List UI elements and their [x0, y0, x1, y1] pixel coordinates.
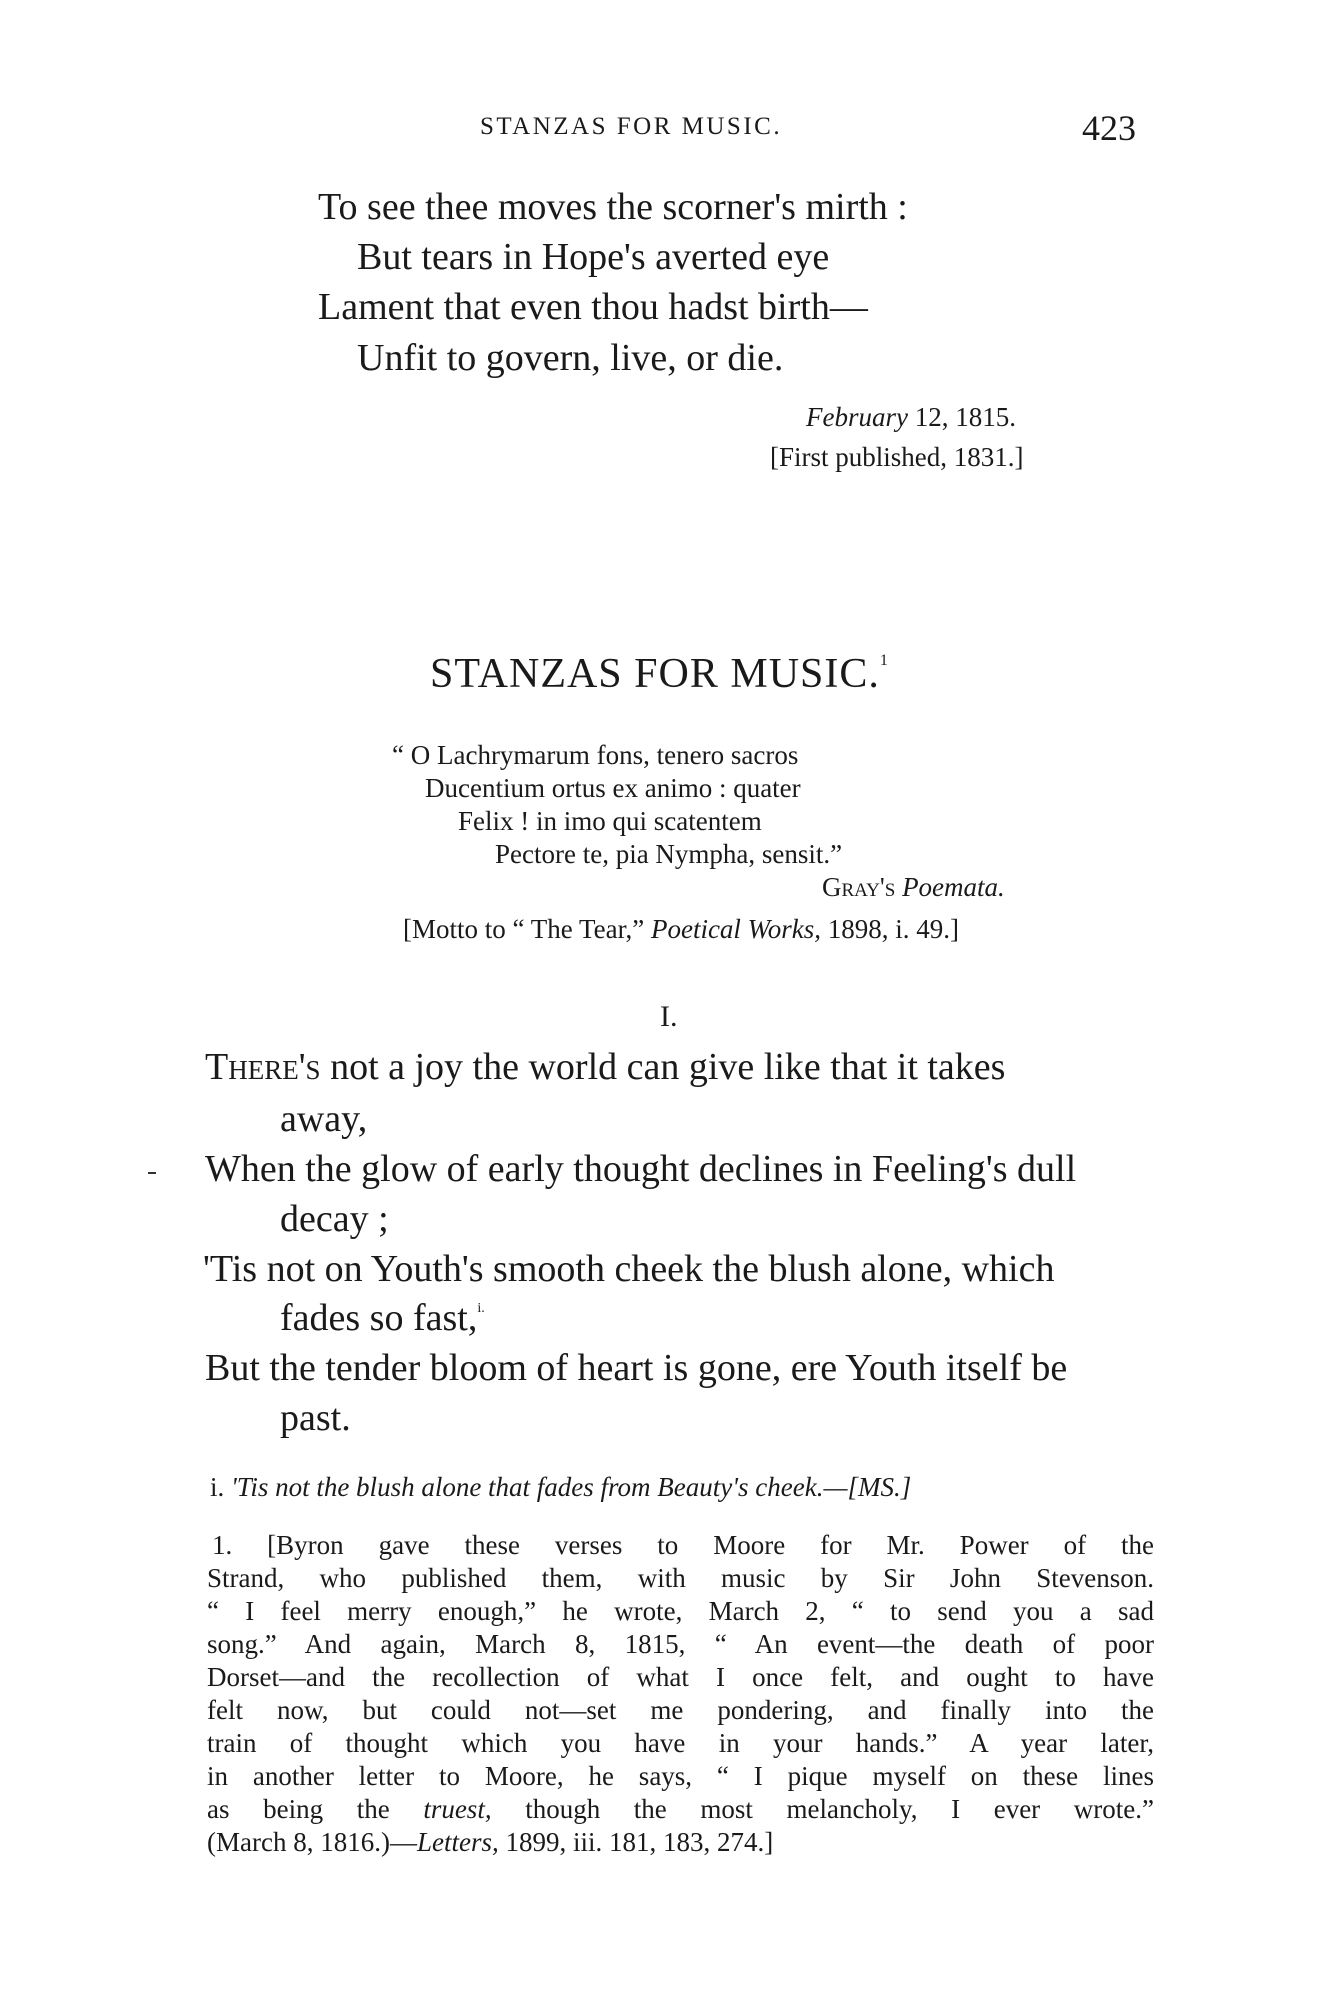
motto-work: Poetical Works, — [650, 914, 821, 944]
verse-line — [205, 1045, 1005, 1089]
variant-marker: i. — [210, 1472, 225, 1502]
motto-close: 1898, i. 49.] — [820, 914, 959, 944]
running-header: STANZAS FOR MUSIC. — [480, 113, 783, 140]
footnote-text: 1899, iii. 181, 183, 274.] — [498, 1827, 774, 1857]
publication-note: [First published, 1831.] — [770, 442, 1024, 472]
footnote-italic: Letters, — [416, 1827, 499, 1857]
attribution-work: Poemata. — [902, 872, 1005, 902]
epigraph-attribution — [822, 872, 1005, 903]
page-number: 423 — [1082, 108, 1136, 148]
footnote-ref: 1 — [879, 652, 889, 669]
poem-title-text: STANZAS FOR MUSIC. — [430, 651, 880, 697]
verse-continuation: away, — [280, 1098, 368, 1140]
attribution-author: Gray's — [822, 872, 896, 902]
verse-continuation: past. — [280, 1397, 351, 1439]
footnote-line: song.” And again, March 8, 1815, “ An event—the death of poor — [207, 1629, 1154, 1659]
variant-note — [210, 1472, 911, 1503]
verse-text: fades so fast, — [280, 1297, 478, 1339]
footnote-text: as being the — [207, 1794, 424, 1824]
epigraph-line: Pectore te, pia Nympha, sensit.” — [495, 839, 843, 869]
footnote-line: train of thought which you have in your hands.” A year later, — [207, 1728, 1154, 1758]
verse-continuation: decay ; — [280, 1198, 389, 1240]
initial-capitals: There's — [205, 1046, 321, 1088]
epigraph-line: Ducentium ortus ex animo : quater — [425, 773, 801, 803]
verse-line: Lament that even thou hadst birth— — [318, 286, 868, 328]
footnote-line: in another letter to Moore, he says, “ I pique myself on these lines — [207, 1761, 1154, 1791]
verse-text: not a joy the world can give like that it takes — [320, 1046, 1006, 1088]
epigraph-line: Felix ! in imo qui scatentem — [458, 806, 762, 836]
footnote-line: 1. [Byron gave these verses to Moore for Mr. Power of the — [212, 1530, 1154, 1560]
date-month: February — [806, 402, 908, 432]
verse-line: When the glow of early thought declines in Feeling's dull — [205, 1148, 1077, 1190]
poem-title — [430, 650, 889, 698]
footnote-line: Dorset—and the recollection of what I once felt, and ought to have — [207, 1662, 1154, 1692]
verse-line: But tears in Hope's averted eye — [357, 236, 830, 278]
footnote-line: Strand, who published them, with music by Sir John Stevenson. — [207, 1563, 1154, 1593]
verse-line: 'Tis not on Youth's smooth cheek the blush alone, which — [203, 1248, 1055, 1290]
footnote-text: though the most melancholy, I ever wrote.” — [491, 1794, 1154, 1824]
footnote-line: “ I feel merry enough,” he wrote, March 2, “ to send you a sad — [207, 1596, 1154, 1626]
date-day-year: 12, 1815. — [907, 402, 1016, 432]
footnote-text: (March 8, 1816.)— — [207, 1827, 417, 1857]
poem-date — [806, 402, 1016, 433]
print-speck — [148, 1172, 156, 1174]
motto-note — [403, 914, 959, 945]
verse-line: But the tender bloom of heart is gone, ere Youth itself be — [205, 1347, 1068, 1389]
variant-ref: i. — [477, 1301, 485, 1316]
verse-line: To see thee moves the scorner's mirth : — [318, 186, 908, 228]
footnote-line — [207, 1827, 773, 1858]
epigraph-line: “ O Lachrymarum fons, tenero sacros — [392, 740, 799, 770]
variant-text: 'Tis not the blush alone that fades from Beauty's cheek.—[MS.] — [231, 1472, 912, 1502]
footnote-italic: truest, — [423, 1794, 492, 1824]
motto-open: [Motto to “ The Tear,” — [403, 914, 651, 944]
verse-continuation — [280, 1296, 485, 1340]
verse-line: Unfit to govern, live, or die. — [357, 337, 784, 379]
footnote-line: felt now, but could not—set me pondering, and finally into the — [207, 1695, 1154, 1725]
stanza-number: I. — [660, 1000, 678, 1033]
footnote-line — [207, 1794, 1154, 1825]
